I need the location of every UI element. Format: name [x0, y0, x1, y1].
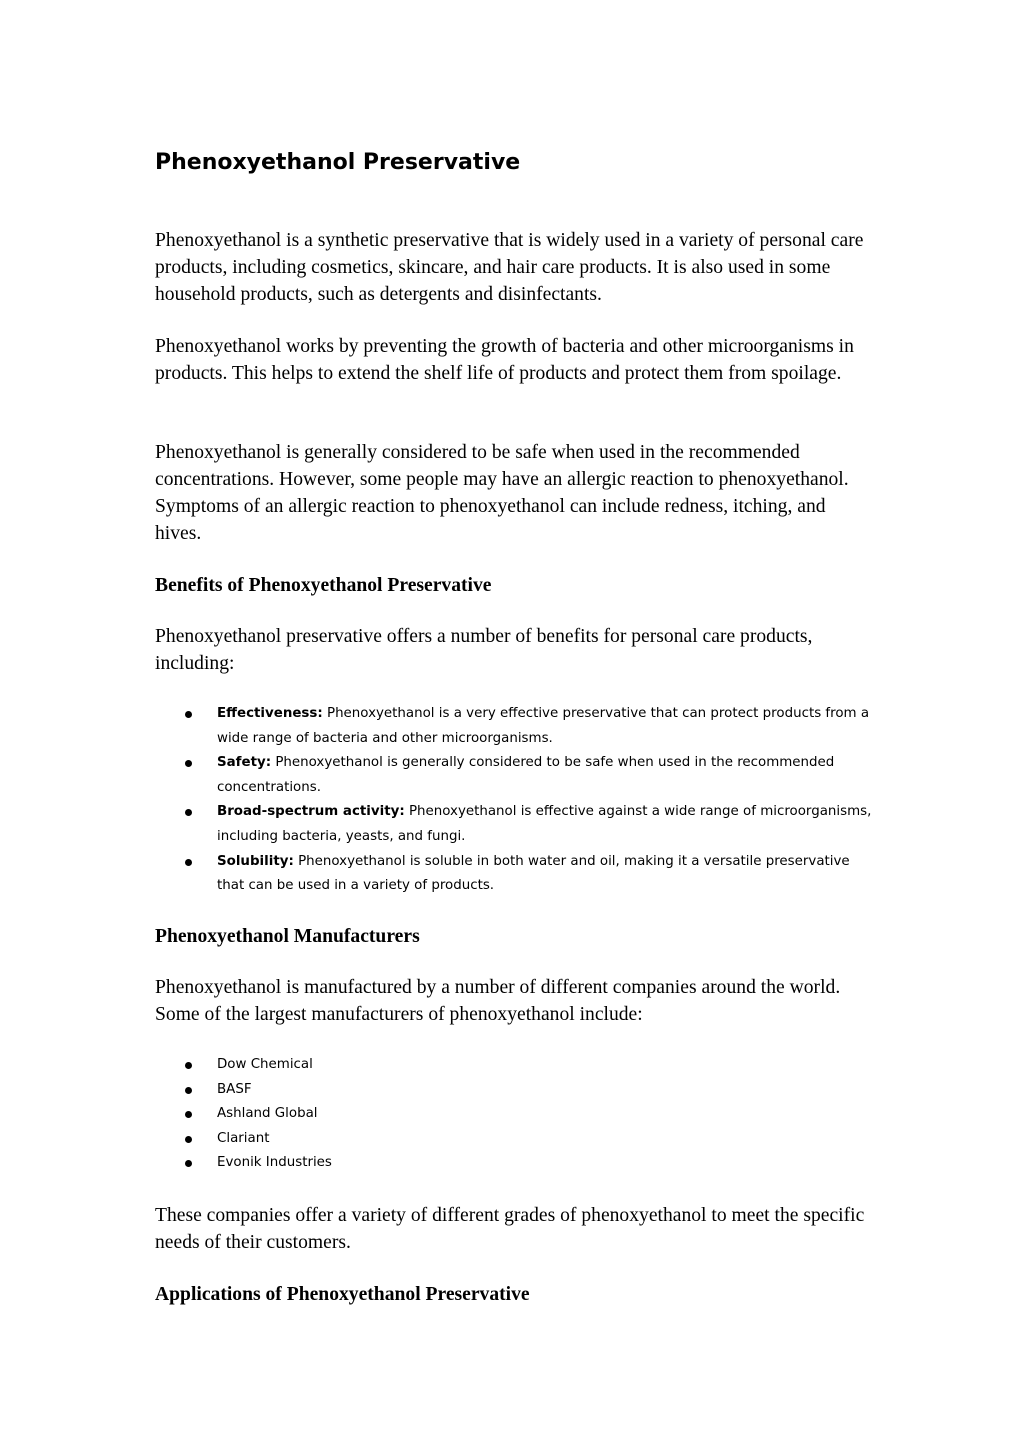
manufacturer-item [155, 1151, 875, 1176]
benefits-list [155, 702, 875, 899]
document-title: Phenoxyethanol Preservative [155, 150, 521, 175]
bullet-icon [185, 1160, 192, 1167]
benefit-term: Solubility: [217, 853, 294, 869]
bullet-icon [185, 859, 192, 866]
benefit-text: Phenoxyethanol is a very effective preservative that can protect products from a wide range of bacteria and other microorganisms. [217, 706, 870, 746]
manufacturers-list [155, 1053, 875, 1176]
benefit-item [155, 702, 875, 751]
benefits-heading: Benefits of Phenoxyethanol Preservative [155, 575, 492, 596]
intro-paragraph-3: Phenoxyethanol is generally considered to be safe when used in the recommended concentrations. However, some people may have an allergic reaction to phenoxyethanol. Symptoms of an allergic reaction to phenoxyethanol can include redness, itching, and hives. [155, 442, 849, 544]
bullet-icon [185, 1136, 192, 1143]
manufacturer-name: BASF [217, 1081, 252, 1097]
benefit-term: Effectiveness: [217, 706, 323, 721]
bullet-icon [185, 711, 192, 718]
manufacturer-name: Dow Chemical [217, 1057, 313, 1072]
benefit-text: Phenoxyethanol is effective against a wide range of microorganisms, including bacteria, yeasts, and fungi. [217, 804, 872, 844]
benefit-term: Safety: [217, 755, 272, 771]
manufacturer-item [155, 1102, 875, 1127]
bullet-icon [185, 1062, 192, 1069]
manufacturer-item [155, 1053, 875, 1078]
benefit-text: Phenoxyethanol is generally considered to be safe when used in the recommended concentrations. [217, 755, 835, 795]
bullet-icon [185, 1087, 192, 1094]
applications-heading: Applications of Phenoxyethanol Preservative [155, 1284, 530, 1305]
intro-paragraph-2: Phenoxyethanol works by preventing the growth of bacteria and other microorganisms in products. This helps to extend the shelf life of products and protect them from spoilage. [155, 336, 854, 384]
manufacturer-name: Ashland Global [217, 1106, 318, 1122]
manufacturers-lead: Phenoxyethanol is manufactured by a number of different companies around the world. Some of the largest manufacturers of phenoxyethanol include: [155, 977, 841, 1025]
bullet-icon [185, 809, 192, 816]
manufacturer-item [155, 1127, 875, 1152]
benefit-item [155, 850, 875, 899]
benefit-term: Broad-spectrum activity: [217, 804, 405, 820]
bullet-icon [185, 1111, 192, 1118]
manufacturer-name: Clariant [217, 1130, 270, 1146]
manufacturer-name: Evonik Industries [217, 1155, 332, 1171]
benefit-text: Phenoxyethanol is soluble in both water and oil, making it a versatile preservative that can be used in a variety of products. [217, 853, 850, 894]
manufacturers-closing: These companies offer a variety of different grades of phenoxyethanol to meet the specific needs of their customers. [155, 1205, 865, 1253]
benefits-lead: Phenoxyethanol preservative offers a number of benefits for personal care products, including: [155, 626, 813, 674]
manufacturers-heading: Phenoxyethanol Manufacturers [155, 926, 420, 947]
bullet-icon [185, 760, 192, 767]
benefit-item [155, 800, 875, 849]
manufacturer-item [155, 1078, 875, 1103]
intro-paragraph-1: Phenoxyethanol is a synthetic preservative that is widely used in a variety of personal care products, including cosmetics, skincare, and hair care products. It is also used in some household products, such as detergents and disinfectants. [155, 230, 864, 305]
benefit-item [155, 751, 875, 800]
